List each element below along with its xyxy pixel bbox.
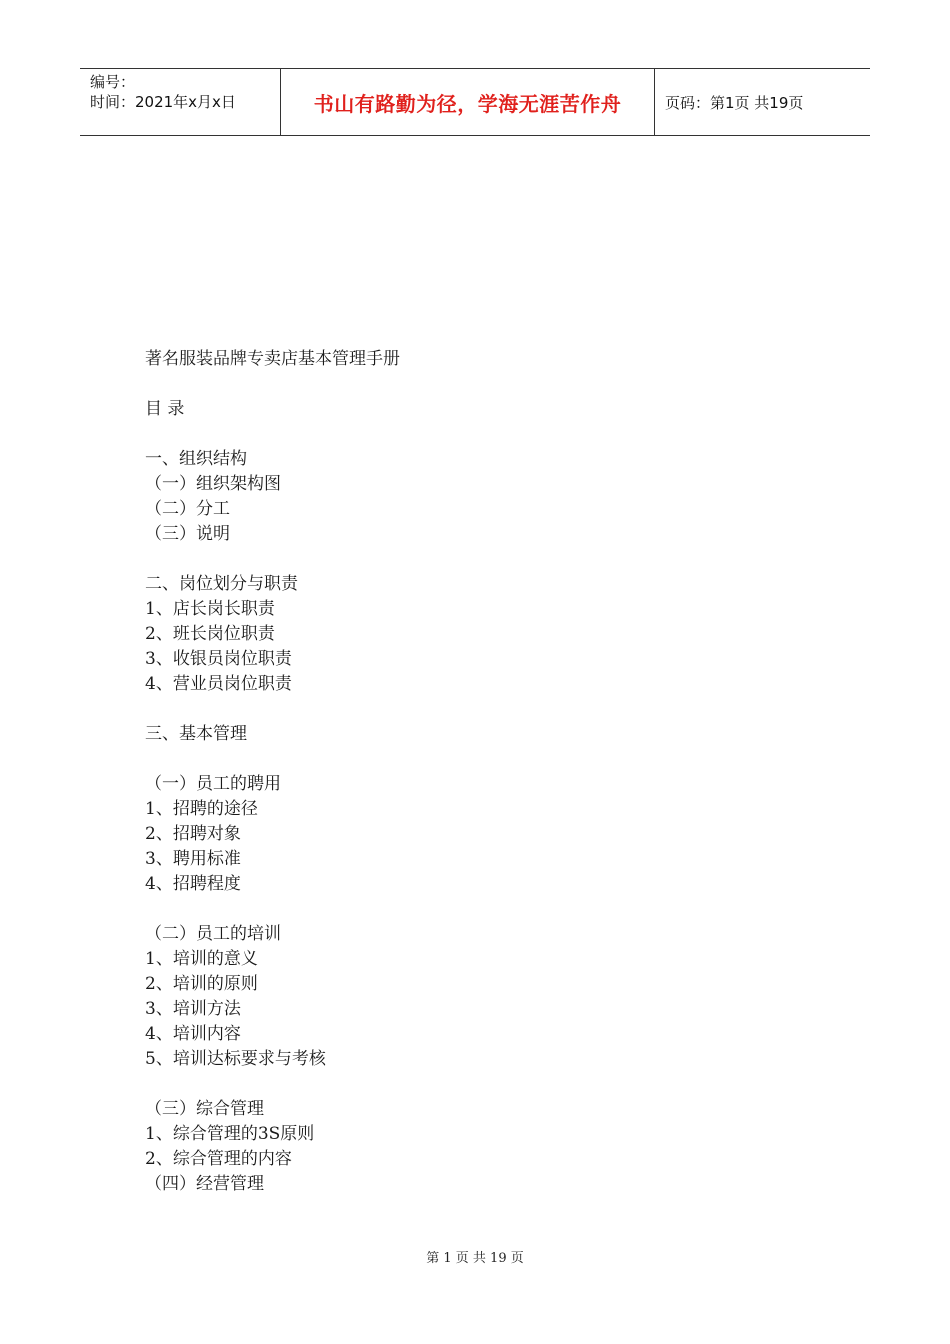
toc-item: （三）综合管理 <box>145 1099 264 1119</box>
document-header <box>80 68 870 136</box>
toc-item: 一、组织结构 <box>145 449 247 469</box>
toc-item: 1、招聘的途径 <box>145 799 258 819</box>
spacer <box>145 422 825 447</box>
toc-item: 二、岗位划分与职责 <box>145 574 298 594</box>
header-motto: 书山有路勤为径，学海无涯苦作舟 <box>281 69 655 135</box>
toc-item: 3、聘用标准 <box>145 849 241 869</box>
toc-item: 5、培训达标要求与考核 <box>145 1049 326 1069</box>
toc-item: （二）员工的培训 <box>145 924 281 944</box>
date-label: 时间：2021年x月x日 <box>90 93 236 111</box>
spacer <box>145 697 825 722</box>
toc-item: 三、基本管理 <box>145 724 247 744</box>
toc-item: 1、培训的意义 <box>145 949 258 969</box>
toc-item: 4、培训内容 <box>145 1024 241 1044</box>
document-title: 著名服装品牌专卖店基本管理手册 <box>145 349 400 369</box>
toc-item: 3、培训方法 <box>145 999 241 1019</box>
toc-item: 4、营业员岗位职责 <box>145 674 292 694</box>
spacer <box>145 547 825 572</box>
page-footer: 第 1 页 共 19 页 <box>426 1251 524 1266</box>
spacer <box>145 1072 825 1097</box>
header-meta-cell <box>80 69 281 135</box>
toc-item: 2、班长岗位职责 <box>145 624 275 644</box>
spacer <box>145 372 825 397</box>
spacer <box>145 897 825 922</box>
serial-label: 编号： <box>90 73 136 91</box>
document-body <box>145 347 825 1197</box>
toc-item: 3、收银员岗位职责 <box>145 649 292 669</box>
toc-list <box>145 422 825 1197</box>
toc-item: （一）员工的聘用 <box>145 774 281 794</box>
toc-heading: 目 录 <box>145 399 185 419</box>
toc-item: （二）分工 <box>145 499 230 519</box>
toc-item: 2、招聘对象 <box>145 824 241 844</box>
toc-item: 2、培训的原则 <box>145 974 258 994</box>
toc-item: 1、店长岗长职责 <box>145 599 275 619</box>
toc-item: 4、招聘程度 <box>145 874 241 894</box>
spacer <box>145 747 825 772</box>
toc-item: （三）说明 <box>145 524 230 544</box>
toc-item: （四）经营管理 <box>145 1174 264 1194</box>
toc-item: （一）组织架构图 <box>145 474 281 494</box>
toc-item: 1、综合管理的3S原则 <box>145 1124 315 1144</box>
toc-item: 2、综合管理的内容 <box>145 1149 292 1169</box>
header-page-info: 页码：第1页 共19页 <box>665 93 804 112</box>
